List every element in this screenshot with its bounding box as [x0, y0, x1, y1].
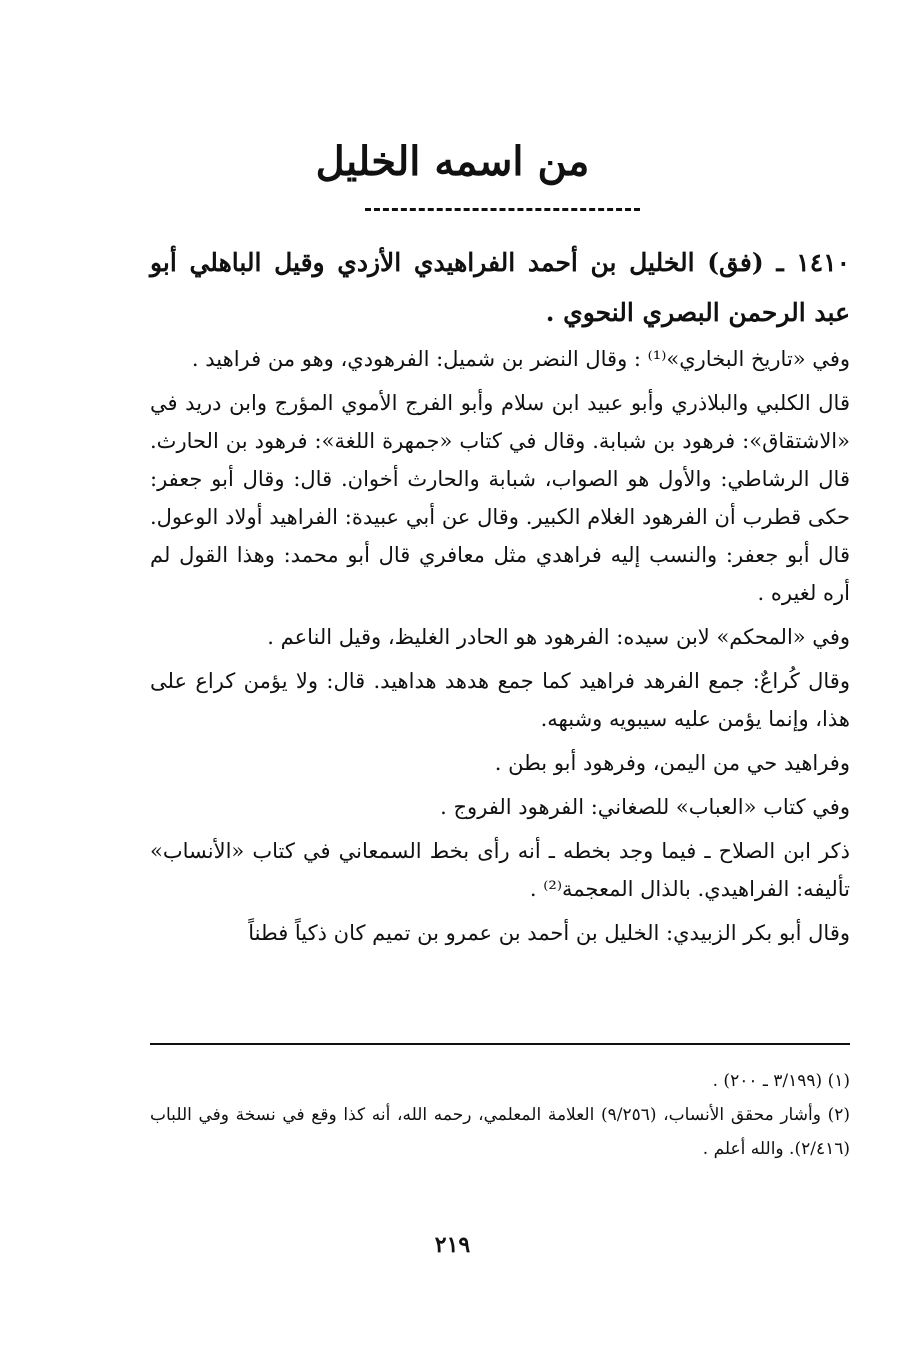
paragraph-ibn-salah: ذكر ابن الصلاح ـ فيما وجد بخطه ـ أنه رأى بخط السمعاني في كتاب «الأنساب» تأليفه: الفراهيدي. بالذال المعجمة⁽²⁾ .: [150, 839, 850, 901]
section-title: من اسمه الخليل: [315, 138, 590, 185]
entry-heading: ١٤١٠ ـ (فق) الخليل بن أحمد الفراهيدي الأزدي وقيل الباهلي أبو عبد الرحمن البصري النحوي .: [150, 248, 850, 327]
paragraph-bukhari: وفي «تاريخ البخاري»⁽¹⁾ : وقال النضر بن شميل: الفرهودي، وهو من فراهيد .: [191, 347, 850, 371]
paragraph-ubab: وفي كتاب «العباب» للصغاني: الفرهود الفروج .: [440, 795, 850, 819]
footnote-2: (٢) وأشار محقق الأنساب، (٩/٢٥٦) العلامة المعلمي، رحمه الله، أنه كذا وقع في نسخة وفي اللباب (٢/٤١٦). والله أعلم .: [150, 1105, 850, 1159]
footnote-1: (١) (٣/١٩٩ ـ ٢٠٠) .: [712, 1071, 850, 1091]
title-underline-rule: [365, 208, 640, 211]
page-number: ٢١٩: [434, 1232, 471, 1258]
paragraph-kura: وقال كُراعٌ: جمع الفرهد فراهيد كما جمع هدهد هداهيد. قال: ولا يؤمن كراع على هذا، وإنما يؤمن عليه سيبويه وشبهه.: [150, 669, 850, 731]
paragraph-zubaydi: وقال أبو بكر الزبيدي: الخليل بن أحمد بن عمرو بن تميم كان ذكياً فطناً: [248, 921, 850, 945]
footnote-separator: [150, 1043, 850, 1045]
paragraph-farahid-tribe: وفراهيد حي من اليمن، وفرهود أبو بطن .: [494, 751, 850, 775]
footnotes: [150, 1064, 850, 1166]
paragraph-lineage: قال الكلبي والبلاذري وأبو عبيد ابن سلام وأبو الفرج الأموي المؤرج وابن دريد في «الاشتقاق»: فرهود بن شبابة. وقال في كتاب «جمهرة اللغة»: فرهود بن الحارث. قال الرشاطي: والأول هو الصواب، شبابة والحارث أخوان. قال: وقال أبو جعفر: حكى قطرب أن الفرهود الغلام الكبير. وقال عن أبي عبيدة: الفراهيد أولاد الوعول. قال أبو جعفر: والنسب إليه فراهدي مثل معافري قال أبو محمد: وهذا القول لم أره لغيره .: [150, 391, 850, 605]
paragraph-muhkam: وفي «المحكم» لابن سيده: الفرهود هو الحادر الغليظ، وقيل الناعم .: [267, 625, 850, 649]
main-text: [150, 238, 850, 958]
